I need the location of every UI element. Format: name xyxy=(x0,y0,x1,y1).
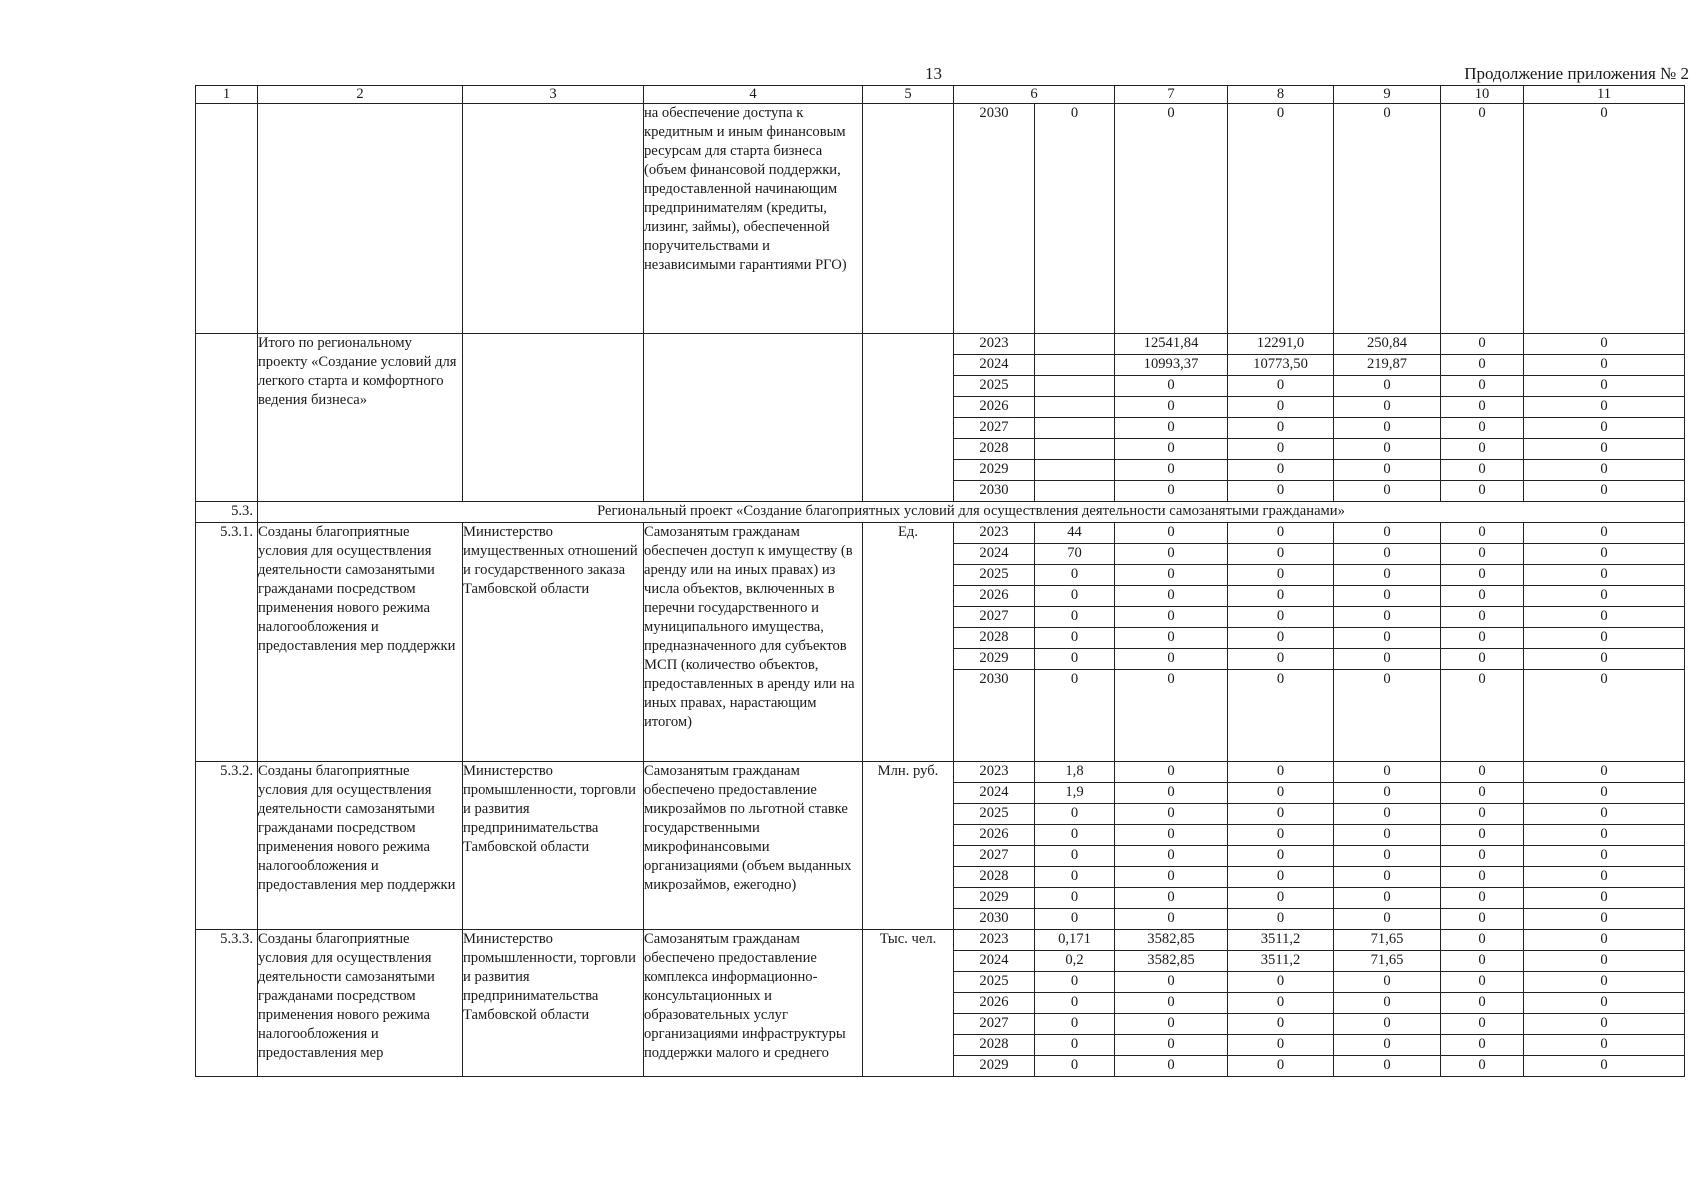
value-cell-c11: 0 xyxy=(1524,825,1685,846)
value-cell-c11: 0 xyxy=(1524,523,1685,544)
value-cell-c7: 12541,84 xyxy=(1115,334,1228,355)
year-cell: 2029 xyxy=(954,460,1035,481)
year-cell: 2028 xyxy=(954,628,1035,649)
value-cell-c11: 0 xyxy=(1524,867,1685,888)
value-cell-c7: 0 xyxy=(1115,670,1228,762)
value-cell-c6: 1,8 xyxy=(1035,762,1115,783)
year-cell: 2025 xyxy=(954,376,1035,397)
value-cell-c10: 0 xyxy=(1441,930,1524,951)
value-cell-c7: 0 xyxy=(1115,104,1228,334)
value-cell-c7: 0 xyxy=(1115,867,1228,888)
value-cell-c6 xyxy=(1035,376,1115,397)
value-cell-c11: 0 xyxy=(1524,355,1685,376)
value-cell-c8: 0 xyxy=(1228,439,1334,460)
value-cell-c11: 0 xyxy=(1524,649,1685,670)
column-number-4: 4 xyxy=(644,86,863,104)
value-cell-c8: 0 xyxy=(1228,1056,1334,1077)
value-cell-c10: 0 xyxy=(1441,993,1524,1014)
year-cell: 2024 xyxy=(954,783,1035,804)
value-cell-c10: 0 xyxy=(1441,376,1524,397)
column-number-6: 6 xyxy=(954,86,1115,104)
unit-of-measure xyxy=(863,104,954,334)
value-cell-c6: 0 xyxy=(1035,670,1115,762)
value-cell-c7: 0 xyxy=(1115,523,1228,544)
year-cell: 2025 xyxy=(954,804,1035,825)
value-cell-c9: 250,84 xyxy=(1334,334,1441,355)
value-cell-c6 xyxy=(1035,418,1115,439)
value-cell-c9: 0 xyxy=(1334,460,1441,481)
value-cell-c11: 0 xyxy=(1524,804,1685,825)
value-cell-c6: 0 xyxy=(1035,867,1115,888)
year-cell: 2024 xyxy=(954,355,1035,376)
value-cell-c6: 0 xyxy=(1035,607,1115,628)
value-cell-c9: 0 xyxy=(1334,762,1441,783)
indicator-description: на обеспечение доступа к кредитным и иным финансовым ресурсам для старта бизнеса (объем финансовой поддержки, предоставленной начинающим предпринимателям (кредиты, лизинг, займы), обеспеченной поручительствами и независимыми гарантиями РГО) xyxy=(644,104,863,334)
value-cell-c8: 3511,2 xyxy=(1228,930,1334,951)
value-cell-c6 xyxy=(1035,481,1115,502)
value-cell-c7: 10993,37 xyxy=(1115,355,1228,376)
value-cell-c9: 0 xyxy=(1334,993,1441,1014)
value-cell-c10: 0 xyxy=(1441,762,1524,783)
value-cell-c10: 0 xyxy=(1441,418,1524,439)
value-cell-c10: 0 xyxy=(1441,104,1524,334)
value-cell-c6: 0,171 xyxy=(1035,930,1115,951)
year-cell: 2025 xyxy=(954,565,1035,586)
year-cell: 2024 xyxy=(954,544,1035,565)
value-cell-c10: 0 xyxy=(1441,825,1524,846)
value-cell-c9: 0 xyxy=(1334,846,1441,867)
value-cell-c10: 0 xyxy=(1441,523,1524,544)
value-cell-c8: 0 xyxy=(1228,481,1334,502)
year-cell: 2030 xyxy=(954,104,1035,334)
column-number-7: 7 xyxy=(1115,86,1228,104)
value-cell-c8: 0 xyxy=(1228,670,1334,762)
value-cell-c11: 0 xyxy=(1524,951,1685,972)
value-cell-c10: 0 xyxy=(1441,565,1524,586)
page-number: 13 xyxy=(925,64,942,83)
continuation-label: Продолжение приложения № 2 xyxy=(1464,64,1689,83)
value-cell-c6: 0 xyxy=(1035,972,1115,993)
value-cell-c9: 0 xyxy=(1334,481,1441,502)
column-number-3: 3 xyxy=(463,86,644,104)
table-row xyxy=(196,523,1685,544)
value-cell-c9: 71,65 xyxy=(1334,951,1441,972)
value-cell-c6 xyxy=(1035,439,1115,460)
value-cell-c7: 0 xyxy=(1115,783,1228,804)
value-cell-c10: 0 xyxy=(1441,783,1524,804)
section-title: Региональный проект «Создание благоприятных условий для осуществления деятельности самозанятыми гражданами» xyxy=(258,502,1685,523)
value-cell-c9: 0 xyxy=(1334,972,1441,993)
value-cell-c7: 0 xyxy=(1115,1035,1228,1056)
value-cell-c10: 0 xyxy=(1441,628,1524,649)
responsible-executor: Министерство имущественных отношений и государственного заказа Тамбовской области xyxy=(463,523,644,762)
value-cell-c6 xyxy=(1035,397,1115,418)
value-cell-c6: 0 xyxy=(1035,804,1115,825)
value-cell-c11: 0 xyxy=(1524,1014,1685,1035)
value-cell-c6: 1,9 xyxy=(1035,783,1115,804)
value-cell-c8: 0 xyxy=(1228,397,1334,418)
year-cell: 2027 xyxy=(954,846,1035,867)
value-cell-c8: 0 xyxy=(1228,418,1334,439)
value-cell-c7: 0 xyxy=(1115,418,1228,439)
value-cell-c10: 0 xyxy=(1441,481,1524,502)
value-cell-c9: 71,65 xyxy=(1334,930,1441,951)
table-row xyxy=(196,762,1685,783)
value-cell-c7: 0 xyxy=(1115,1056,1228,1077)
value-cell-c11: 0 xyxy=(1524,909,1685,930)
value-cell-c10: 0 xyxy=(1441,1014,1524,1035)
value-cell-c8: 0 xyxy=(1228,1035,1334,1056)
value-cell-c10: 0 xyxy=(1441,846,1524,867)
value-cell-c8: 12291,0 xyxy=(1228,334,1334,355)
value-cell-c6 xyxy=(1035,355,1115,376)
value-cell-c7: 0 xyxy=(1115,825,1228,846)
value-cell-c11: 0 xyxy=(1524,460,1685,481)
value-cell-c9: 0 xyxy=(1334,439,1441,460)
value-cell-c8: 0 xyxy=(1228,565,1334,586)
column-number-row xyxy=(196,86,1685,104)
year-cell: 2023 xyxy=(954,334,1035,355)
value-cell-c10: 0 xyxy=(1441,670,1524,762)
value-cell-c7: 0 xyxy=(1115,888,1228,909)
value-cell-c9: 0 xyxy=(1334,607,1441,628)
year-cell: 2026 xyxy=(954,993,1035,1014)
table-row xyxy=(196,930,1685,951)
value-cell-c10: 0 xyxy=(1441,355,1524,376)
result-name: Созданы благоприятные условия для осуществления деятельности самозанятыми гражданами посредством применения нового режима налогообложения и предоставления мер поддержки xyxy=(258,523,463,762)
responsible-executor xyxy=(463,104,644,334)
value-cell-c10: 0 xyxy=(1441,649,1524,670)
indicator-description: Самозанятым гражданам обеспечен доступ к имуществу (в аренду или на иных правах) из числа объектов, включенных в перечни государственного и муниципального имущества, предназначенного для субъектов МСП (количество объектов, предоставленных в аренду или на иных правах, нарастающим итогом) xyxy=(644,523,863,762)
value-cell-c9: 0 xyxy=(1334,628,1441,649)
value-cell-c8: 0 xyxy=(1228,460,1334,481)
value-cell-c6: 0 xyxy=(1035,846,1115,867)
value-cell-c11: 0 xyxy=(1524,1056,1685,1077)
value-cell-c8: 0 xyxy=(1228,104,1334,334)
row-number: 5.3.2. xyxy=(196,762,258,930)
indicator-description: Самозанятым гражданам обеспечено предоставление комплекса информационно-консультационных и образовательных услуг организациями инфраструктуры поддержки малого и среднего xyxy=(644,930,863,1077)
value-cell-c10: 0 xyxy=(1441,607,1524,628)
value-cell-c7: 0 xyxy=(1115,565,1228,586)
value-cell-c9: 0 xyxy=(1334,649,1441,670)
value-cell-c10: 0 xyxy=(1441,460,1524,481)
value-cell-c10: 0 xyxy=(1441,544,1524,565)
value-cell-c10: 0 xyxy=(1441,1035,1524,1056)
value-cell-c9: 0 xyxy=(1334,888,1441,909)
value-cell-c11: 0 xyxy=(1524,930,1685,951)
value-cell-c7: 0 xyxy=(1115,846,1228,867)
value-cell-c9: 0 xyxy=(1334,1056,1441,1077)
value-cell-c10: 0 xyxy=(1441,972,1524,993)
column-number-1: 1 xyxy=(196,86,258,104)
value-cell-c6: 0 xyxy=(1035,825,1115,846)
value-cell-c7: 0 xyxy=(1115,993,1228,1014)
table-row xyxy=(196,334,1685,355)
year-cell: 2030 xyxy=(954,670,1035,762)
value-cell-c9: 0 xyxy=(1334,376,1441,397)
value-cell-c11: 0 xyxy=(1524,1035,1685,1056)
value-cell-c11: 0 xyxy=(1524,762,1685,783)
value-cell-c8: 0 xyxy=(1228,607,1334,628)
value-cell-c8: 0 xyxy=(1228,523,1334,544)
value-cell-c9: 0 xyxy=(1334,909,1441,930)
value-cell-c11: 0 xyxy=(1524,334,1685,355)
indicator-description: Самозанятым гражданам обеспечено предоставление микрозаймов по льготной ставке государственными микрофинансовыми организациями (объем выданных микрозаймов, ежегодно) xyxy=(644,762,863,930)
table-body xyxy=(196,86,1685,1077)
year-cell: 2026 xyxy=(954,825,1035,846)
value-cell-c7: 0 xyxy=(1115,804,1228,825)
value-cell-c9: 0 xyxy=(1334,523,1441,544)
result-name: Созданы благоприятные условия для осуществления деятельности самозанятыми гражданами посредством применения нового режима налогообложения и предоставления мер xyxy=(258,930,463,1077)
value-cell-c7: 3582,85 xyxy=(1115,930,1228,951)
value-cell-c6: 0 xyxy=(1035,565,1115,586)
value-cell-c8: 3511,2 xyxy=(1228,951,1334,972)
value-cell-c8: 0 xyxy=(1228,825,1334,846)
value-cell-c9: 0 xyxy=(1334,825,1441,846)
value-cell-c8: 0 xyxy=(1228,762,1334,783)
value-cell-c7: 0 xyxy=(1115,762,1228,783)
value-cell-c7: 0 xyxy=(1115,1014,1228,1035)
result-name: Итого по региональному проекту «Создание условий для легкого старта и комфортного ведения бизнеса» xyxy=(258,334,463,502)
year-cell: 2025 xyxy=(954,972,1035,993)
value-cell-c6: 0 xyxy=(1035,104,1115,334)
year-cell: 2029 xyxy=(954,1056,1035,1077)
value-cell-c11: 0 xyxy=(1524,607,1685,628)
value-cell-c6: 0 xyxy=(1035,909,1115,930)
value-cell-c9: 0 xyxy=(1334,544,1441,565)
row-number xyxy=(196,334,258,502)
value-cell-c6: 0 xyxy=(1035,888,1115,909)
value-cell-c6: 44 xyxy=(1035,523,1115,544)
value-cell-c7: 0 xyxy=(1115,649,1228,670)
year-cell: 2023 xyxy=(954,762,1035,783)
value-cell-c11: 0 xyxy=(1524,628,1685,649)
value-cell-c9: 0 xyxy=(1334,104,1441,334)
value-cell-c8: 0 xyxy=(1228,586,1334,607)
year-cell: 2026 xyxy=(954,397,1035,418)
year-cell: 2029 xyxy=(954,649,1035,670)
column-number-11: 11 xyxy=(1524,86,1685,104)
value-cell-c7: 0 xyxy=(1115,972,1228,993)
year-cell: 2030 xyxy=(954,909,1035,930)
value-cell-c11: 0 xyxy=(1524,376,1685,397)
value-cell-c11: 0 xyxy=(1524,481,1685,502)
unit-of-measure: Млн. руб. xyxy=(863,762,954,930)
result-name: Созданы благоприятные условия для осуществления деятельности самозанятыми гражданами посредством применения нового режима налогообложения и предоставления мер поддержки xyxy=(258,762,463,930)
value-cell-c6: 0 xyxy=(1035,1035,1115,1056)
row-number xyxy=(196,104,258,334)
value-cell-c10: 0 xyxy=(1441,951,1524,972)
value-cell-c11: 0 xyxy=(1524,993,1685,1014)
value-cell-c7: 0 xyxy=(1115,481,1228,502)
value-cell-c10: 0 xyxy=(1441,1056,1524,1077)
value-cell-c8: 0 xyxy=(1228,783,1334,804)
value-cell-c10: 0 xyxy=(1441,439,1524,460)
year-cell: 2030 xyxy=(954,481,1035,502)
value-cell-c7: 0 xyxy=(1115,607,1228,628)
result-name xyxy=(258,104,463,334)
value-cell-c7: 0 xyxy=(1115,439,1228,460)
value-cell-c7: 0 xyxy=(1115,397,1228,418)
value-cell-c8: 0 xyxy=(1228,544,1334,565)
value-cell-c8: 0 xyxy=(1228,846,1334,867)
value-cell-c6: 70 xyxy=(1035,544,1115,565)
value-cell-c7: 3582,85 xyxy=(1115,951,1228,972)
year-cell: 2027 xyxy=(954,418,1035,439)
value-cell-c10: 0 xyxy=(1441,888,1524,909)
value-cell-c10: 0 xyxy=(1441,586,1524,607)
value-cell-c11: 0 xyxy=(1524,418,1685,439)
value-cell-c11: 0 xyxy=(1524,670,1685,762)
value-cell-c11: 0 xyxy=(1524,397,1685,418)
value-cell-c8: 10773,50 xyxy=(1228,355,1334,376)
value-cell-c6: 0 xyxy=(1035,586,1115,607)
year-cell: 2026 xyxy=(954,586,1035,607)
value-cell-c10: 0 xyxy=(1441,397,1524,418)
value-cell-c8: 0 xyxy=(1228,972,1334,993)
value-cell-c8: 0 xyxy=(1228,649,1334,670)
value-cell-c8: 0 xyxy=(1228,909,1334,930)
value-cell-c8: 0 xyxy=(1228,376,1334,397)
value-cell-c6: 0 xyxy=(1035,1056,1115,1077)
value-cell-c8: 0 xyxy=(1228,888,1334,909)
year-cell: 2028 xyxy=(954,439,1035,460)
responsible-executor: Министерство промышленности, торговли и развития предпринимательства Тамбовской области xyxy=(463,762,644,930)
value-cell-c11: 0 xyxy=(1524,544,1685,565)
column-number-9: 9 xyxy=(1334,86,1441,104)
value-cell-c10: 0 xyxy=(1441,804,1524,825)
column-number-2: 2 xyxy=(258,86,463,104)
row-number: 5.3.3. xyxy=(196,930,258,1077)
value-cell-c6: 0 xyxy=(1035,628,1115,649)
value-cell-c9: 219,87 xyxy=(1334,355,1441,376)
value-cell-c7: 0 xyxy=(1115,460,1228,481)
appendix-table xyxy=(195,85,1685,1077)
value-cell-c7: 0 xyxy=(1115,376,1228,397)
value-cell-c7: 0 xyxy=(1115,909,1228,930)
year-cell: 2024 xyxy=(954,951,1035,972)
section-row xyxy=(196,502,1685,523)
value-cell-c9: 0 xyxy=(1334,804,1441,825)
value-cell-c11: 0 xyxy=(1524,783,1685,804)
year-cell: 2028 xyxy=(954,1035,1035,1056)
value-cell-c9: 0 xyxy=(1334,1014,1441,1035)
value-cell-c8: 0 xyxy=(1228,628,1334,649)
year-cell: 2027 xyxy=(954,1014,1035,1035)
column-number-8: 8 xyxy=(1228,86,1334,104)
value-cell-c11: 0 xyxy=(1524,439,1685,460)
value-cell-c9: 0 xyxy=(1334,1035,1441,1056)
value-cell-c10: 0 xyxy=(1441,334,1524,355)
year-cell: 2023 xyxy=(954,523,1035,544)
value-cell-c6 xyxy=(1035,334,1115,355)
value-cell-c9: 0 xyxy=(1334,418,1441,439)
value-cell-c9: 0 xyxy=(1334,565,1441,586)
value-cell-c7: 0 xyxy=(1115,628,1228,649)
value-cell-c6: 0,2 xyxy=(1035,951,1115,972)
value-cell-c9: 0 xyxy=(1334,586,1441,607)
year-cell: 2029 xyxy=(954,888,1035,909)
year-cell: 2023 xyxy=(954,930,1035,951)
value-cell-c9: 0 xyxy=(1334,670,1441,762)
value-cell-c11: 0 xyxy=(1524,586,1685,607)
value-cell-c11: 0 xyxy=(1524,972,1685,993)
value-cell-c11: 0 xyxy=(1524,104,1685,334)
value-cell-c9: 0 xyxy=(1334,397,1441,418)
year-cell: 2027 xyxy=(954,607,1035,628)
column-number-5: 5 xyxy=(863,86,954,104)
value-cell-c11: 0 xyxy=(1524,846,1685,867)
value-cell-c8: 0 xyxy=(1228,867,1334,888)
row-number: 5.3.1. xyxy=(196,523,258,762)
indicator-description xyxy=(644,334,863,502)
value-cell-c6 xyxy=(1035,460,1115,481)
responsible-executor: Министерство промышленности, торговли и развития предпринимательства Тамбовской области xyxy=(463,930,644,1077)
value-cell-c11: 0 xyxy=(1524,888,1685,909)
unit-of-measure xyxy=(863,334,954,502)
value-cell-c9: 0 xyxy=(1334,867,1441,888)
value-cell-c6: 0 xyxy=(1035,1014,1115,1035)
value-cell-c8: 0 xyxy=(1228,1014,1334,1035)
table-row xyxy=(196,104,1685,334)
value-cell-c8: 0 xyxy=(1228,993,1334,1014)
section-number: 5.3. xyxy=(196,502,258,523)
unit-of-measure: Тыс. чел. xyxy=(863,930,954,1077)
value-cell-c10: 0 xyxy=(1441,867,1524,888)
value-cell-c11: 0 xyxy=(1524,565,1685,586)
value-cell-c7: 0 xyxy=(1115,544,1228,565)
value-cell-c9: 0 xyxy=(1334,783,1441,804)
value-cell-c10: 0 xyxy=(1441,909,1524,930)
unit-of-measure: Ед. xyxy=(863,523,954,762)
value-cell-c8: 0 xyxy=(1228,804,1334,825)
column-number-10: 10 xyxy=(1441,86,1524,104)
year-cell: 2028 xyxy=(954,867,1035,888)
value-cell-c6: 0 xyxy=(1035,649,1115,670)
value-cell-c6: 0 xyxy=(1035,993,1115,1014)
value-cell-c7: 0 xyxy=(1115,586,1228,607)
responsible-executor xyxy=(463,334,644,502)
